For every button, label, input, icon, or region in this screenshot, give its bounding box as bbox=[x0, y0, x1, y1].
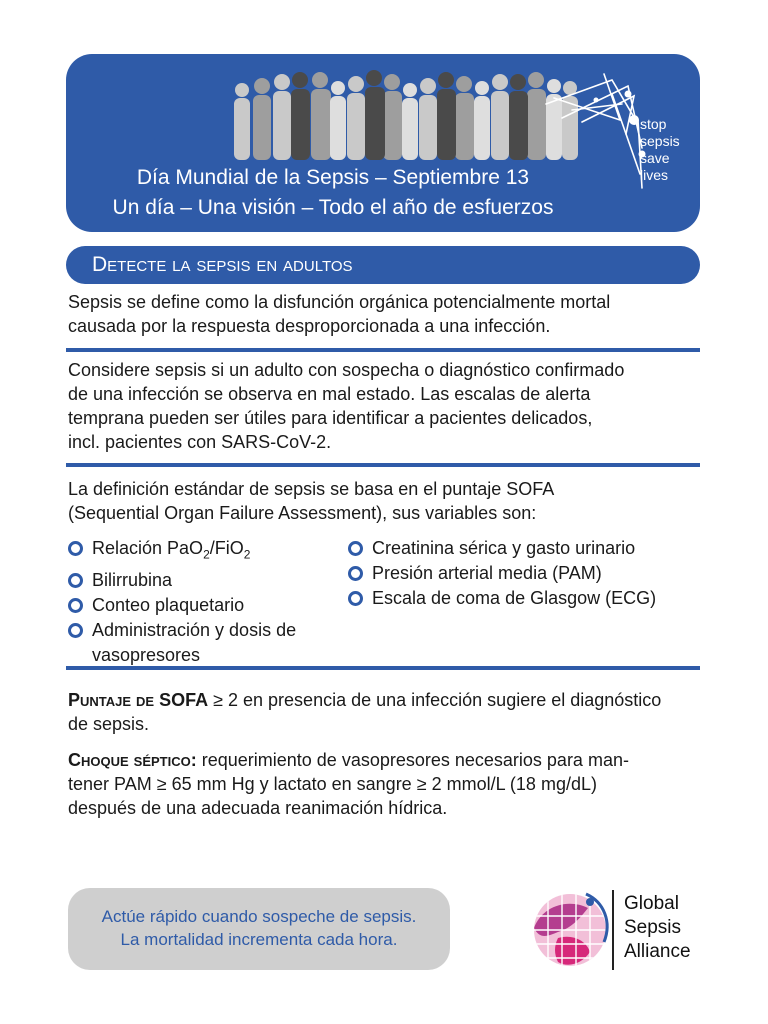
text-line: de sepsis. bbox=[68, 714, 150, 734]
circle-bullet-icon bbox=[68, 623, 83, 638]
gsa-word: Sepsis bbox=[624, 917, 682, 938]
sofa-variables-left bbox=[68, 536, 338, 668]
list-item bbox=[68, 618, 338, 668]
text-line bbox=[68, 748, 708, 772]
list-item bbox=[348, 536, 698, 561]
text-line: Considere sepsis si un adulto con sospecha o diagnóstico confirmado bbox=[68, 360, 625, 380]
header-title: Día Mundial de la Sepsis – Septiembre 13 bbox=[136, 166, 530, 189]
section-title: Detecte la sepsis en adultos bbox=[92, 253, 353, 276]
item-text: Presión arterial media (PAM) bbox=[372, 563, 602, 583]
circle-bullet-icon bbox=[68, 573, 83, 588]
logo-word: lives bbox=[640, 167, 669, 183]
text-line: incl. pacientes con SARS-CoV-2. bbox=[68, 432, 332, 452]
stop-sepsis-logo-text bbox=[640, 116, 680, 184]
list-item bbox=[348, 561, 698, 586]
text-line bbox=[68, 688, 708, 712]
text-line: causada por la respuesta desproporcionada a una infección. bbox=[68, 316, 551, 336]
logo-divider bbox=[612, 890, 614, 970]
circle-bullet-icon bbox=[348, 566, 363, 581]
text-line: (Sequential Organ Failure Assessment), sus variables son: bbox=[68, 503, 537, 523]
subscript: 2 bbox=[203, 547, 210, 562]
item-text: Escala de coma de Glasgow (ECG) bbox=[372, 588, 657, 608]
text-line: de una infección se observa en mal estado. Las escalas de alerta bbox=[68, 384, 591, 404]
subscript: 2 bbox=[243, 547, 251, 562]
sofa-score-label: Puntaje de SOFA bbox=[68, 690, 209, 710]
sofa-variables-right bbox=[348, 536, 698, 611]
item-text: Relación PaO bbox=[92, 538, 204, 558]
divider bbox=[66, 463, 700, 467]
text-line: después de una adecuada reanimación hídrica. bbox=[68, 798, 448, 818]
list-item bbox=[68, 593, 338, 618]
logo-word: save bbox=[640, 150, 670, 166]
sofa-score-paragraph bbox=[68, 688, 708, 736]
gsa-name bbox=[624, 892, 691, 964]
header-subtitle: Un día – Una visión – Todo el año de esfuerzos bbox=[112, 196, 554, 219]
globe-logo-icon bbox=[528, 888, 612, 970]
callout-line: La mortalidad incrementa cada hora. bbox=[120, 930, 398, 949]
consider-paragraph bbox=[68, 358, 708, 454]
callout-line: Actúe rápido cuando sospeche de sepsis. bbox=[101, 907, 417, 926]
list-item bbox=[348, 586, 698, 611]
logo-word: stop bbox=[640, 116, 667, 132]
gsa-word: Global bbox=[624, 893, 679, 914]
circle-bullet-icon bbox=[348, 541, 363, 556]
septic-shock-paragraph bbox=[68, 748, 708, 820]
text-span: requerimiento de vasopresores necesarios para man- bbox=[196, 750, 629, 770]
septic-shock-label: Choque séptico: bbox=[68, 750, 197, 770]
divider bbox=[66, 666, 700, 670]
item-text: /FiO bbox=[209, 538, 244, 558]
text-line: tener PAM ≥ 65 mm Hg y lactato en sangre ≥ 2 mmol/L (18 mg/dL) bbox=[68, 774, 597, 794]
divider bbox=[66, 348, 700, 352]
logo-word: sepsis bbox=[640, 133, 680, 149]
text-line: temprana pueden ser útiles para identificar a pacientes delicados, bbox=[68, 408, 593, 428]
text-line: Sepsis se define como la disfunción orgánica potencialmente mortal bbox=[68, 292, 611, 312]
section-header-bar bbox=[66, 246, 700, 284]
item-text: Conteo plaquetario bbox=[92, 594, 245, 615]
circle-bullet-icon bbox=[68, 598, 83, 613]
item-text: vasopresores bbox=[92, 644, 201, 665]
circle-bullet-icon bbox=[348, 591, 363, 606]
sofa-paragraph bbox=[68, 477, 708, 525]
item-text: Creatinina sérica y gasto urinario bbox=[372, 538, 636, 558]
list-item bbox=[68, 568, 338, 593]
definition-paragraph bbox=[68, 290, 708, 338]
gsa-word: Alliance bbox=[624, 941, 691, 962]
circle-bullet-icon bbox=[68, 541, 83, 556]
item-text: Bilirrubina bbox=[92, 569, 173, 590]
text-span: ≥ 2 en presencia de una infección sugiere el diagnóstico bbox=[208, 690, 662, 710]
header-banner bbox=[66, 54, 700, 232]
list-item bbox=[68, 536, 338, 568]
crowd-silhouette-image bbox=[224, 68, 596, 164]
text-line: La definición estándar de sepsis se basa en el puntaje SOFA bbox=[68, 479, 555, 499]
item-text: Administración y dosis de bbox=[92, 619, 297, 640]
callout-box bbox=[68, 888, 450, 970]
